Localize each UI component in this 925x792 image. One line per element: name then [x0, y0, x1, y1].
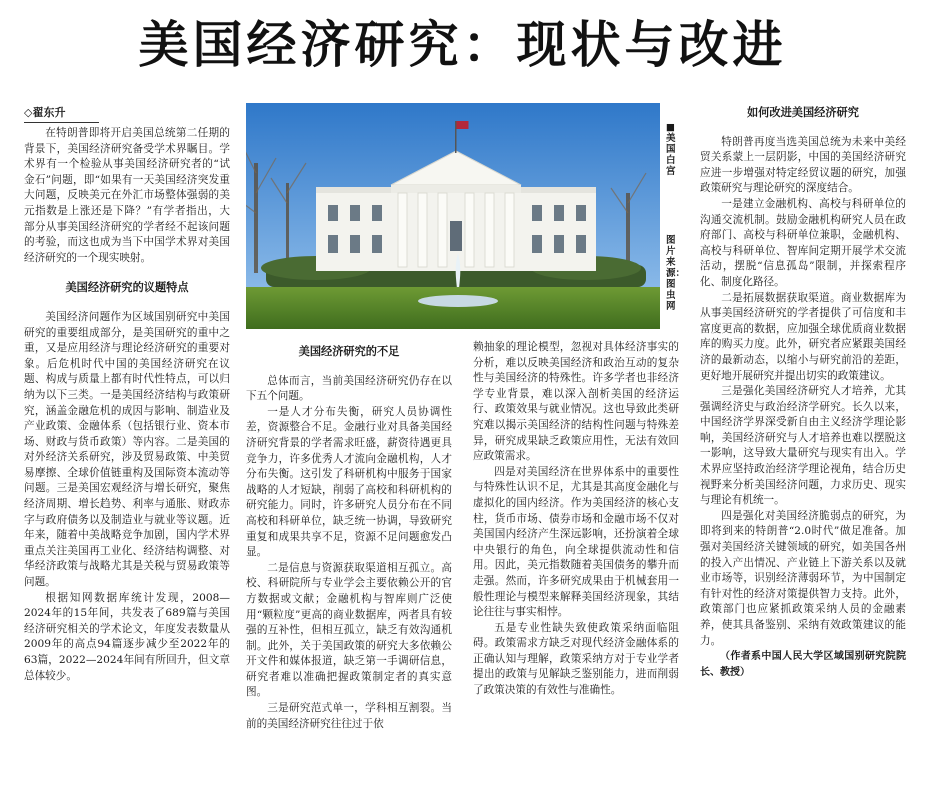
- paragraph: 三是强化美国经济研究人才培养，尤其强调经济史与政治经济学研究。长久以来，中国经济学界深受新自由主义经济学理论影响，美国经济研究与人才培养也难以摆脱这一影响，这导致大量研究与现实有出入。学术界应坚持政治经济学理论视角，结合历史视野来分析美国经济问题，力求历史、现实与理论有机统一。: [700, 385, 906, 507]
- paragraph: 美国经济问题作为区域国别研究中美国研究的重要组成部分，是美国研究的重中之重，又是应用经济与理论经济研究的重要对象。后危机时代中国的美国经济研究在议题、构成与质量上都有时代性特点，可以归纳为以下三类。一是美国经济结构与政策研究，涵盖金融危机的成因与影响、制造业及产业政策、金融体系（包括银行业、资本市场、财政与货币政策）等内容。二是美国的对外经济关系研究，涉及贸易政策、中美贸易摩擦、全球价值链重构及国际资本流动等问题。三是美国宏观经济与增长研究，聚焦经济周期、增长趋势、利率与通胀、财政赤字与政府债务以及制造业与就业等议题。近年来，随着中美战略竞争加剧，国内学术界重点关注美国再工业化、经济结构调整、对华经济政策与战略尤其是关税与贸易政策等问题。: [24, 310, 230, 589]
- paragraph: 二是拓展数据获取渠道。商业数据库为从事美国经济研究的学者提供了可信度和丰富度更高的数据，应加强全球优质商业数据库的购买力度。此外，研究者应紧跟美国经济的最新动态，以缩小与研究前沿的差距，更好地开展研究并提出切实的政策建议。: [700, 291, 906, 382]
- paragraph: 总体而言，当前美国经济研究仍存在以下五个问题。: [246, 374, 452, 403]
- paragraph: 四是对美国经济在世界体系中的重要性与特殊性认识不足，尤其是其高度金融化与虚拟化的国内经济。作为美国经济的核心支柱，货币市场、债券市场和金融市场不仅对美国国内经济产生深远影响，还扮演着全球中央银行的角色，向全球提供流动性和信用。因此，美元指数随着美国债务的攀升而走强。然而，许多研究成果由于机械套用一般性理论与模型来解释美国经济现象，其结论往往与事实相悖。: [473, 465, 679, 619]
- white-house-image: [246, 103, 660, 329]
- column-3: [473, 340, 679, 699]
- paragraph: 根据知网数据库统计发现，2008—2024年的15年间，共发表了689篇与美国经济研究相关的学术论文，年度发表数量从2009年的高点94篇逐步减少至2022年的63篇，2022—2024年间有所回升，但文章总体较少。: [24, 591, 230, 682]
- paragraph: 三是研究范式单一，学科相互割裂。当前的美国经济研究往往过于依: [246, 702, 452, 730]
- author-name: ◇翟东升: [24, 104, 99, 123]
- column-1: [24, 126, 230, 684]
- photo-caption: [666, 122, 686, 312]
- paragraph: 二是信息与资源获取渠道相互孤立。高校、科研院所与专业学会主要依赖公开的官方数据或文献；金融机构与智库则广泛使用“颗粒度”更高的商业数据库，两者具有较强的互补性，但相互孤立，缺乏有效沟通机制。此外，关于美国政策的研究大多依赖公开文件和媒体报道，缺乏第一手调研信息，研究者难以准确把握政策制定者的真实意图。: [246, 561, 452, 699]
- section-heading-features: 美国经济研究的议题特点: [65, 281, 189, 295]
- paragraph: 特朗普再度当选美国总统为未来中美经贸关系蒙上一层阴影，中国的美国经济研究应进一步增强对特定经贸议题的研究，加强政策研究与理论研究的深度结合。: [700, 135, 906, 195]
- white-house-photo: [246, 103, 660, 329]
- paragraph: 四是强化对美国经济脆弱点的研究，为即将到来的特朗普“2.0时代”做足准备。加强对美国经济关键领域的研究，如美国各州的投入产出情况、产业链上下游关系以及就业市场等，识别经济薄弱环节，为中国制定有针对性的经济对策提供智力支持。此外，政策部门也应紧抓政策采纳人员的金融素养，使其具备鉴别、采纳有效政策建议的能力。: [700, 509, 906, 647]
- paragraph: 赖抽象的理论模型，忽视对具体经济事实的分析，难以反映美国经济和政治互动的复杂性与美国经济的特殊性。许多学者也非经济学专业背景，难以深入剖析美国的经济运行、政策效果与就业情况。这也导致此类研究难以揭示美国经济的结构性问题与特殊差异，研究成果缺乏政策应用性，无法有效回应政策需求。: [473, 341, 679, 463]
- section-heading-improvements: 如何改进美国经济研究: [747, 106, 859, 119]
- headline: 美国经济研究：现状与改进: [138, 16, 787, 74]
- paragraph: 一是人才分布失衡，研究人员协调性差，资源整合不足。金融行业对具备美国经济研究背景的学者需求旺盛，薪资待遇更具竞争力，许多优秀人才流向金融机构，人才分布失衡。这引发了科研机构中服务于国家战略的人才短缺，削弱了高校和科研机构的研究能力。同时，许多研究人员分布在不同高校和科研单位，缺乏统一协调，导致研究重复和成果共享不足，资源不足问题愈发凸显。: [246, 405, 452, 559]
- photo-caption-title: ■美国白宫: [666, 122, 676, 177]
- column-4: [700, 103, 906, 680]
- paragraph: 一是建立金融机构、高校与科研单位的沟通交流机制。鼓励金融机构研究人员在政府部门、高校与科研单位兼职，金融机构、高校与科研单位、智库间定期开展学术交流活动，摆脱“信息孤岛”限制，并探索程序化、制度化路径。: [700, 197, 906, 288]
- intro-paragraph: 在特朗普即将开启美国总统第二任期的背景下，美国经济研究备受学术界瞩目。学术界有一个检验从事美国经济研究者的“试金石”问题，即“如果有一天美国经济突发重大问题，反映美元在外汇市场整体强弱的美元指数是上涨还是下降？”有学者指出，大部分从事美国经济研究的学者经不起该问题的考验，而这也成为当下中国学术界对美国经济研究的一个现实映射。: [24, 127, 230, 264]
- column-2: [246, 340, 452, 732]
- paragraph: 五是专业性缺失致使政策采纳面临阻碍。政策需求方缺乏对现代经济金融体系的正确认知与理解，政策采纳方对于专业学者提出的政策与见解缺乏鉴别能力，进而削弱了政策决策的有效性与准确性。: [473, 621, 679, 697]
- photo-caption-source: 图片来源：图虫网: [666, 235, 686, 312]
- section-heading-shortcomings: 美国经济研究的不足: [298, 345, 400, 358]
- author-byline: （作者系中国人民大学区域国别研究院院长、教授）: [700, 651, 906, 678]
